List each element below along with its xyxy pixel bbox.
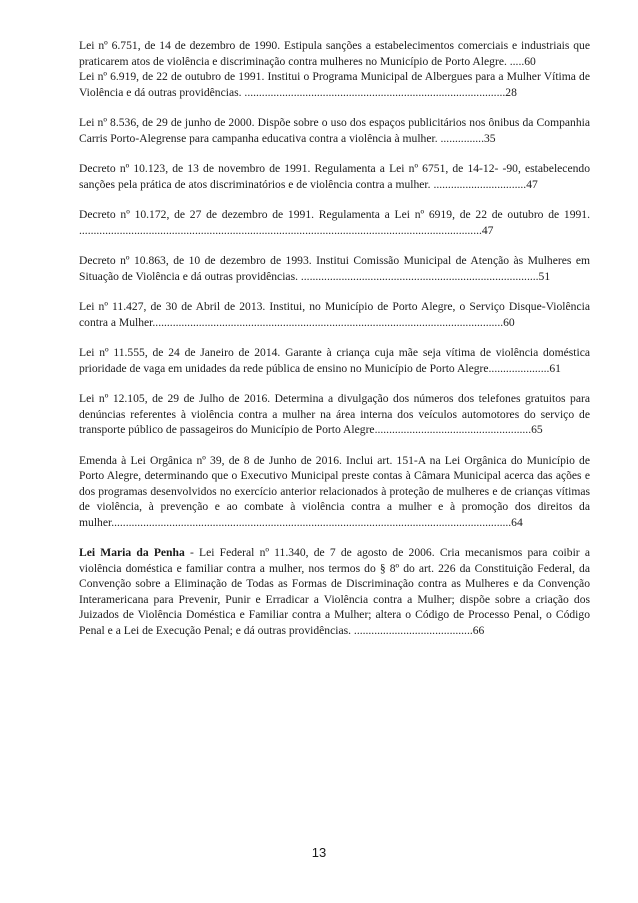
table-of-contents [79,38,590,638]
toc-entry-decreto-10123: Decreto nº 10.123, de 13 de novembro de 1991. Regulamenta a Lei nº 6751, de 14-12- -90, estabelecendo sanções pela prática de atos discriminatórios e de violência contra a mulher. ................................47 [79,162,590,191]
toc-entry-lei-8536: Lei nº 8.536, de 29 de junho de 2000. Dispõe sobre o uso dos espaços publicitários nos ônibus da Companhia Carris Porto-Alegrense para campanha educativa contra a violência à mulher. ...............35 [79,116,590,145]
entry-text: - Lei Federal nº 11.340, de 7 de agosto de 2006. Cria mecanismos para coibir a violência doméstica e familiar contra a mulher, nos termos do § 8º do art. 226 da Constituição Federal, da Convenção sobre a Eliminação de Todas as Formas de Discriminação contra as Mulheres e da Convenção Interamericana para Prevenir, Punir e Erradicar a Violência contra a Mulher; dispõe sobre a criação dos Juizados de Violência Doméstica e Familiar contra a Mulher; altera o Código de Processo Penal, o Código Penal e a Lei de Execução Penal; e dá outras providências. .........................................66 [79,546,590,637]
entry-bold-title: Lei Maria da Penha [79,546,185,559]
toc-entry-lei-11555: Lei nº 11.555, de 24 de Janeiro de 2014. Garante à criança cuja mãe seja vítima de violência doméstica prioridade de vaga em unidades da rede pública de ensino no Município de Porto Alegre.....................61 [79,346,590,375]
toc-entry-emenda-39: Emenda à Lei Orgânica nº 39, de 8 de Junho de 2016. Inclui art. 151-A na Lei Orgânica do Município de Porto Alegre, determinando que o Executivo Municipal preste contas à Câmara Municipal acerca das ações e dos programas desenvolvidos no exercício anterior relacionados à proteção de mulheres e de crianças vítimas de violência, à prevenção e ao combate à violência contra a mulher e à promoção dos direitos da mulher..........................................................................................................................................64 [79,453,590,529]
toc-entry-lei-maria-da-penha [79,545,590,638]
toc-entry-lei-11427: Lei nº 11.427, de 30 de Abril de 2013. Institui, no Município de Porto Alegre, o Serviço Disque-Violência contra a Mulher.........................................................................................................................60 [79,300,590,329]
toc-entry-lei-6919: Lei nº 6.919, de 22 de outubro de 1991. Institui o Programa Municipal de Albergues para a Mulher Vítima de Violência e dá outras providências. ..........................................................................................28 [79,70,590,99]
toc-entry-lei-6751: Lei nº 6.751, de 14 de dezembro de 1990. Estipula sanções a estabelecimentos comerciais e industriais que praticarem atos de violência e discriminação contra mulheres no Município de Porto Alegre. .....60 [79,39,590,68]
page-number: 13 [311,845,327,860]
toc-entry-decreto-10863: Decreto nº 10.863, de 10 de dezembro de 1993. Institui Comissão Municipal de Atenção às Mulheres em Situação de Violência e dá outras providências. ..................................................................................51 [79,254,590,283]
toc-entry-decreto-10172: Decreto nº 10.172, de 27 de dezembro de 1991. Regulamenta a Lei nº 6919, de 22 de outubro de 1991. ...........................................................................................................................................47 [79,208,590,237]
toc-entry-lei-12105: Lei nº 12.105, de 29 de Julho de 2016. Determina a divulgação dos números dos telefones gratuitos para denúncias referentes à violência contra a mulher na área interna dos veículos automotores do serviço de transporte público de passageiros do Município de Porto Alegre......................................................65 [79,392,590,436]
